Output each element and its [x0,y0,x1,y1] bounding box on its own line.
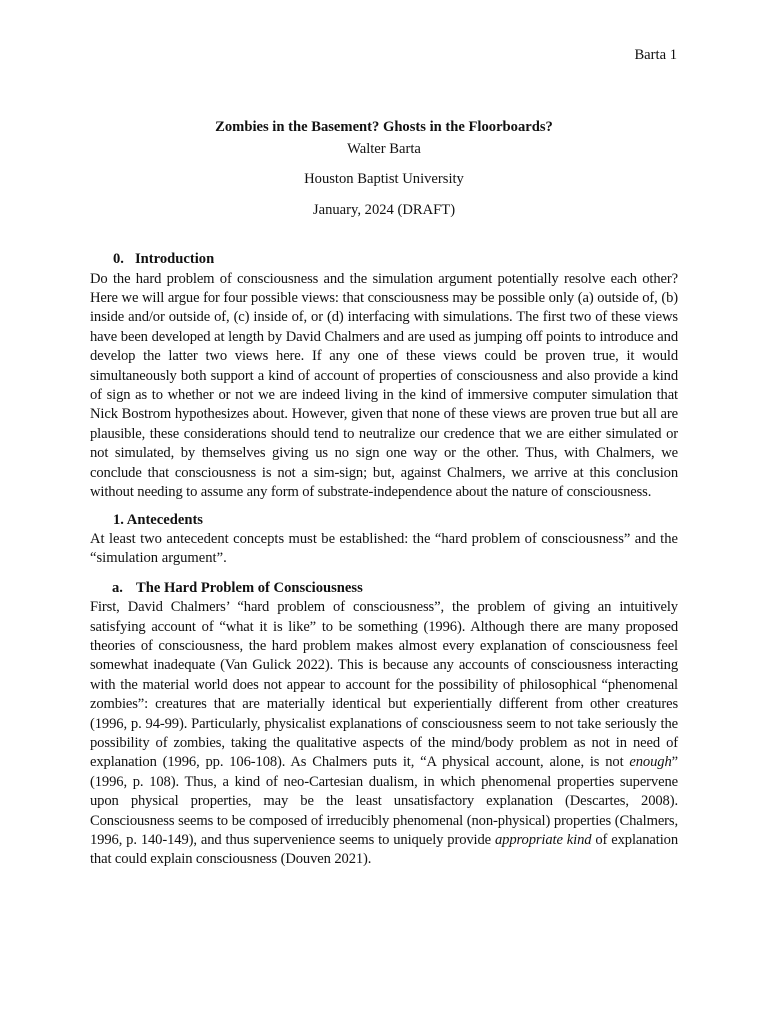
paper-date: January, 2024 (DRAFT) [312,201,456,218]
author-name: Walter Barta [347,141,421,157]
section-title: Introduction [135,251,215,268]
section-number: 0. [113,251,124,268]
author-affiliation: Houston Baptist University [304,171,464,188]
section-heading-antecedents: 1. Antecedents [113,511,203,528]
emphasis-enough: enough [629,754,672,771]
section-heading-introduction [90,250,678,269]
paper-title: Zombies in the Basement? Ghosts in the Floorboards? [215,119,553,135]
page-number: Barta 1 [634,47,677,63]
hard-problem-text-2: ” (1996, p. 108). Thus, a kind of neo-Cartesian dualism, in which phenomenal properties supervene upon physical properties, may be the least unsatisfactory explanation (Descartes, 2008). Consciousness seems to be composed of irreducibly phenomenal (non-physical) properties (Chalmers, 1996, p. 140-149), and thus supervenience seems to uniquely provide [90,754,678,848]
antecedents-paragraph: At least two antecedent concepts must be established: the “hard problem of consciousness” and the “simulation argument”. [90,530,678,567]
subsection-title: The Hard Problem of Consciousness [136,579,363,596]
hard-problem-text-1: First, David Chalmers’ “hard problem of consciousness”, the problem of giving an intuitively satisfying account of “what it is like” to be something (1996). Although there are many proposed theories of consciousness, the hard problem makes almost every explanation of consciousness feel somewhat inadequate (Van Gulick 2022). This is because any accounts of consciousness interacting with the material world does not appear to account for the possibility of philosophical “phenomenal zombies”: creatures that are materially identical but experientially different from other creatures (1996, p. 94-99). Particularly, physicalist explanations of consciousness seem to not take seriously the possibility of zombies, taking the qualitative aspects of the mind/body problem as not in need of explanation (1996, pp. 106-108). As Chalmers puts it, “A physical account, alone, is not [90,599,678,771]
introduction-paragraph: Do the hard problem of consciousness and the simulation argument potentially resolve each other? Here we will argue for four possible views: that consciousness may be possible only (a) outside of, (b) inside and/or outside of, (c) inside of, or (d) interfacing with simulations. The first two of these views have been developed at length by David Chalmers and are used as jumping off points to introduce and develop the latter two views here. If any one of these views could be proven true, it would simultaneously both support a kind of account of properties of consciousness and also provide a kind of sign as to whether or not we are indeed living in the kind of immersive computer simulation that Nick Bostrom hypothesizes about. However, given that none of these views are proven true but all are plausible, these considerations should tend to neutralize our credence that we are either simulated or not simulated, by themselves giving us no sign one way or the other. Thus, with Chalmers, we conclude that consciousness is not a sim-sign; but, against Chalmers, we arrive at this conclusion without needing to assume any form of substrate-independence about the nature of consciousness. [90,270,678,501]
subsection-number: a. [112,579,123,596]
emphasis-appropriate-kind: appropriate kind [494,832,592,848]
paper-body [90,118,678,870]
hard-problem-text-3: of explanation that could explain consciousness (Douven 2021). [90,832,679,868]
hard-problem-paragraph [90,598,678,870]
subsection-heading-hard-problem [90,579,678,598]
